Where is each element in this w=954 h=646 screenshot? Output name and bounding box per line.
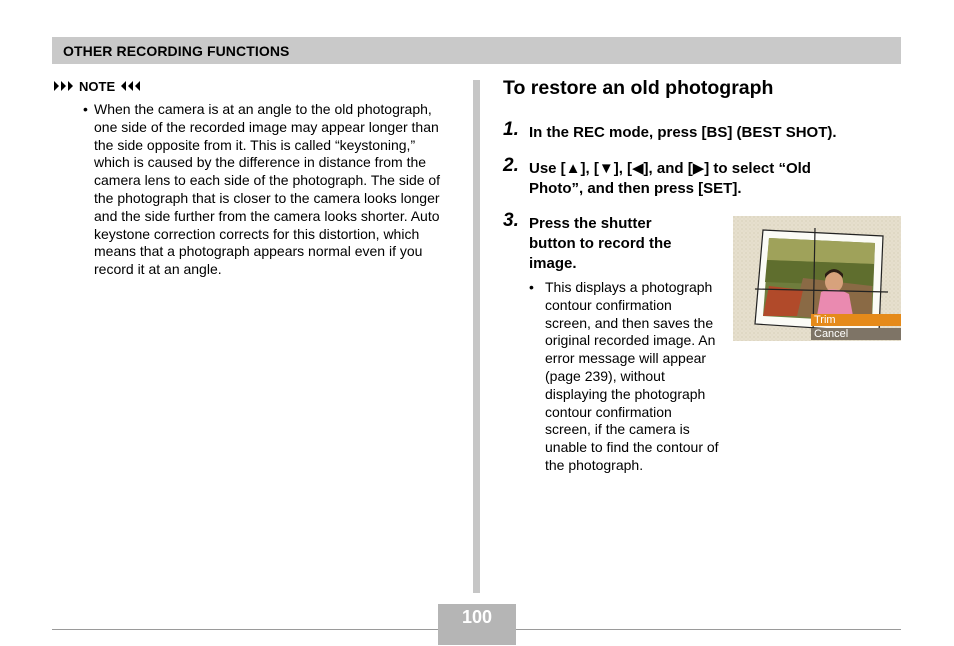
step-number: 1.	[503, 119, 519, 140]
bullet: •	[83, 101, 88, 117]
step-3-note-text: This displays a photograph contour confirmation screen, and then saves the original recorded image. An error message will appear (page 239), without displaying the photograph contour confirmation screen, if the camera is unable to find the contour of the photograph.	[545, 279, 719, 473]
step-2	[503, 155, 903, 201]
note-label: NOTE	[79, 78, 116, 94]
step-3-note	[529, 279, 719, 475]
step-text-line: Press the shutter	[529, 215, 652, 232]
camera-screen-image	[733, 216, 901, 341]
step-text-line: Photo”, and then press [SET].	[529, 180, 742, 197]
step-number: 2.	[503, 155, 519, 176]
note-body	[83, 101, 453, 279]
header-bar	[52, 37, 901, 64]
step-1	[503, 119, 903, 145]
section-header: OTHER RECORDING FUNCTIONS	[63, 43, 290, 59]
page-number-box	[438, 604, 516, 645]
step-text-line: Use [▲], [▼], [◀], and [▶] to select “Old	[529, 160, 811, 177]
column-divider	[473, 80, 480, 593]
note-right-arrows-icon	[119, 80, 141, 92]
step-number: 3.	[503, 210, 519, 231]
step-text-line: image.	[529, 255, 577, 272]
menu-item-cancel: Cancel	[811, 328, 901, 340]
page-title: To restore an old photograph	[503, 77, 774, 99]
page-number: 100	[461, 607, 493, 627]
note-left-arrows-icon	[53, 80, 75, 92]
step-text-line: button to record the	[529, 235, 672, 252]
note-heading	[53, 78, 141, 94]
step-3	[503, 210, 713, 276]
step-text: In the REC mode, press [BS] (BEST SHOT).	[529, 124, 837, 141]
menu-item-trim: Trim	[811, 314, 901, 326]
bullet: •	[529, 279, 534, 295]
note-text: When the camera is at an angle to the old photograph, one side of the recorded image may appear longer than the side opposite from it. This is called “keystoning,” which is caused by the difference in distance from the camera lens to each side of the photograph. The side of the photograph that is closer to the camera looks longer and the side further from the camera looks shorter. Auto keystone correction corrects for this distortion, which means that a photograph appears normal even if you record it at an angle.	[94, 101, 441, 278]
